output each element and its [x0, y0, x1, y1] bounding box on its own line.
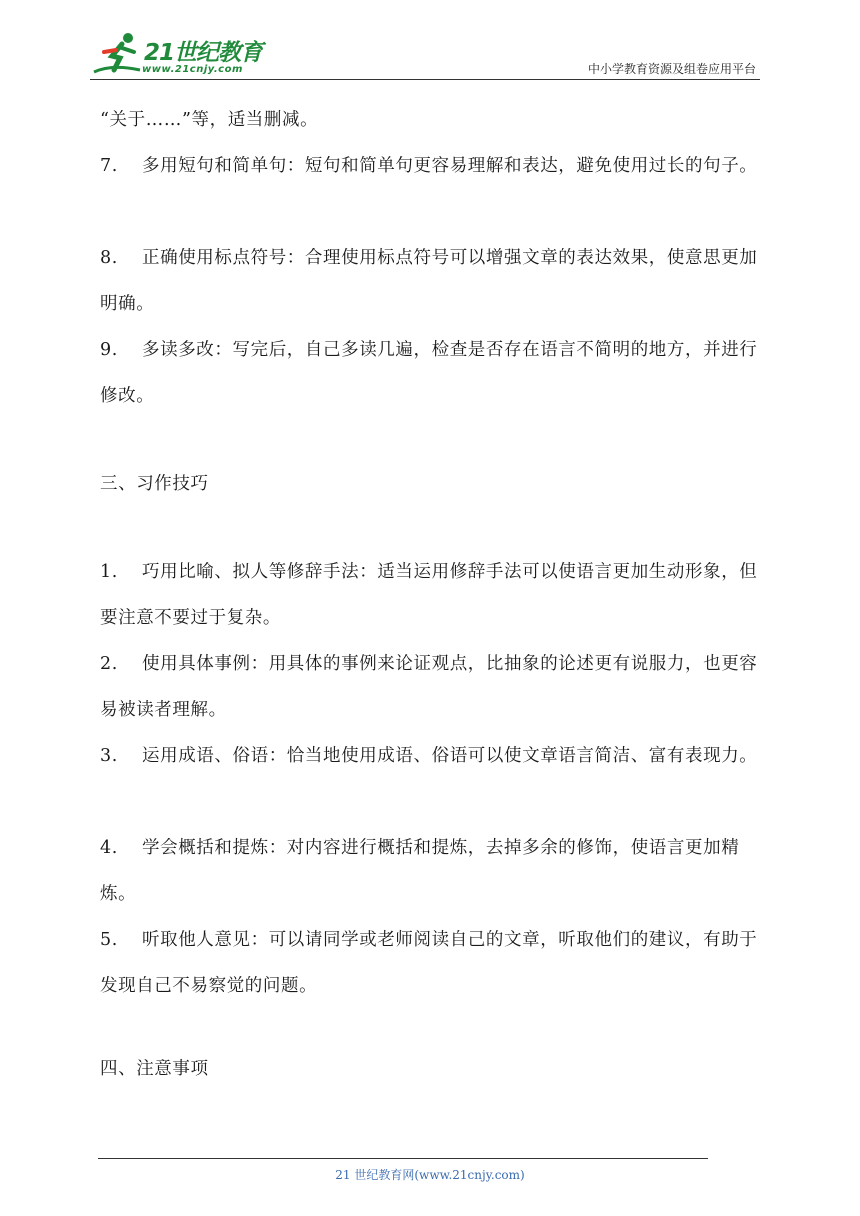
header-divider: [90, 79, 760, 80]
list-item: 4. 学会概括和提炼：对内容进行概括和提炼，去掉多余的修饰，使语言更加精炼。: [100, 838, 740, 904]
section-heading: 四、注意事项: [100, 1059, 209, 1079]
logo-text: 21世纪教育: [144, 40, 263, 66]
platform-title: 中小学教育资源及组卷应用平台: [587, 62, 756, 76]
list-item: 8. 正确使用标点符号：合理使用标点符号可以增强文章的表达效果，使意思更加明确。: [100, 248, 758, 314]
logo-url: www.21cnjy.com: [142, 64, 243, 75]
list-item: 9. 多读多改：写完后，自己多读几遍，检查是否存在语言不简明的地方，并进行修改。: [100, 340, 758, 406]
footer-link[interactable]: 21 世纪教育网(www.21cnjy.com): [335, 1168, 525, 1182]
list-item: 5. 听取他人意见：可以请同学或老师阅读自己的文章，听取他们的建议，有助于发现自己不易察觉的问题。: [100, 930, 758, 996]
list-item: 3. 运用成语、俗语：恰当地使用成语、俗语可以使文章语言简洁、富有表现力。: [100, 746, 758, 766]
section-heading: 三、习作技巧: [100, 474, 209, 494]
list-item: 2. 使用具体事例：用具体的事例来论证观点，比抽象的论述更有说服力，也更容易被读者理解。: [100, 654, 758, 720]
list-item: 7. 多用短句和简单句：短句和简单句更容易理解和表达，避免使用过长的句子。: [100, 156, 758, 176]
list-item: 1. 巧用比喻、拟人等修辞手法：适当运用修辞手法可以使语言更加生动形象，但要注意不要过于复杂。: [100, 562, 758, 628]
page-header: [0, 0, 860, 90]
continuation-line: “关于……”等，适当删减。: [100, 110, 319, 130]
runner-logo-icon: [92, 30, 144, 76]
footer-divider: [98, 1158, 708, 1159]
site-logo[interactable]: [92, 30, 262, 80]
